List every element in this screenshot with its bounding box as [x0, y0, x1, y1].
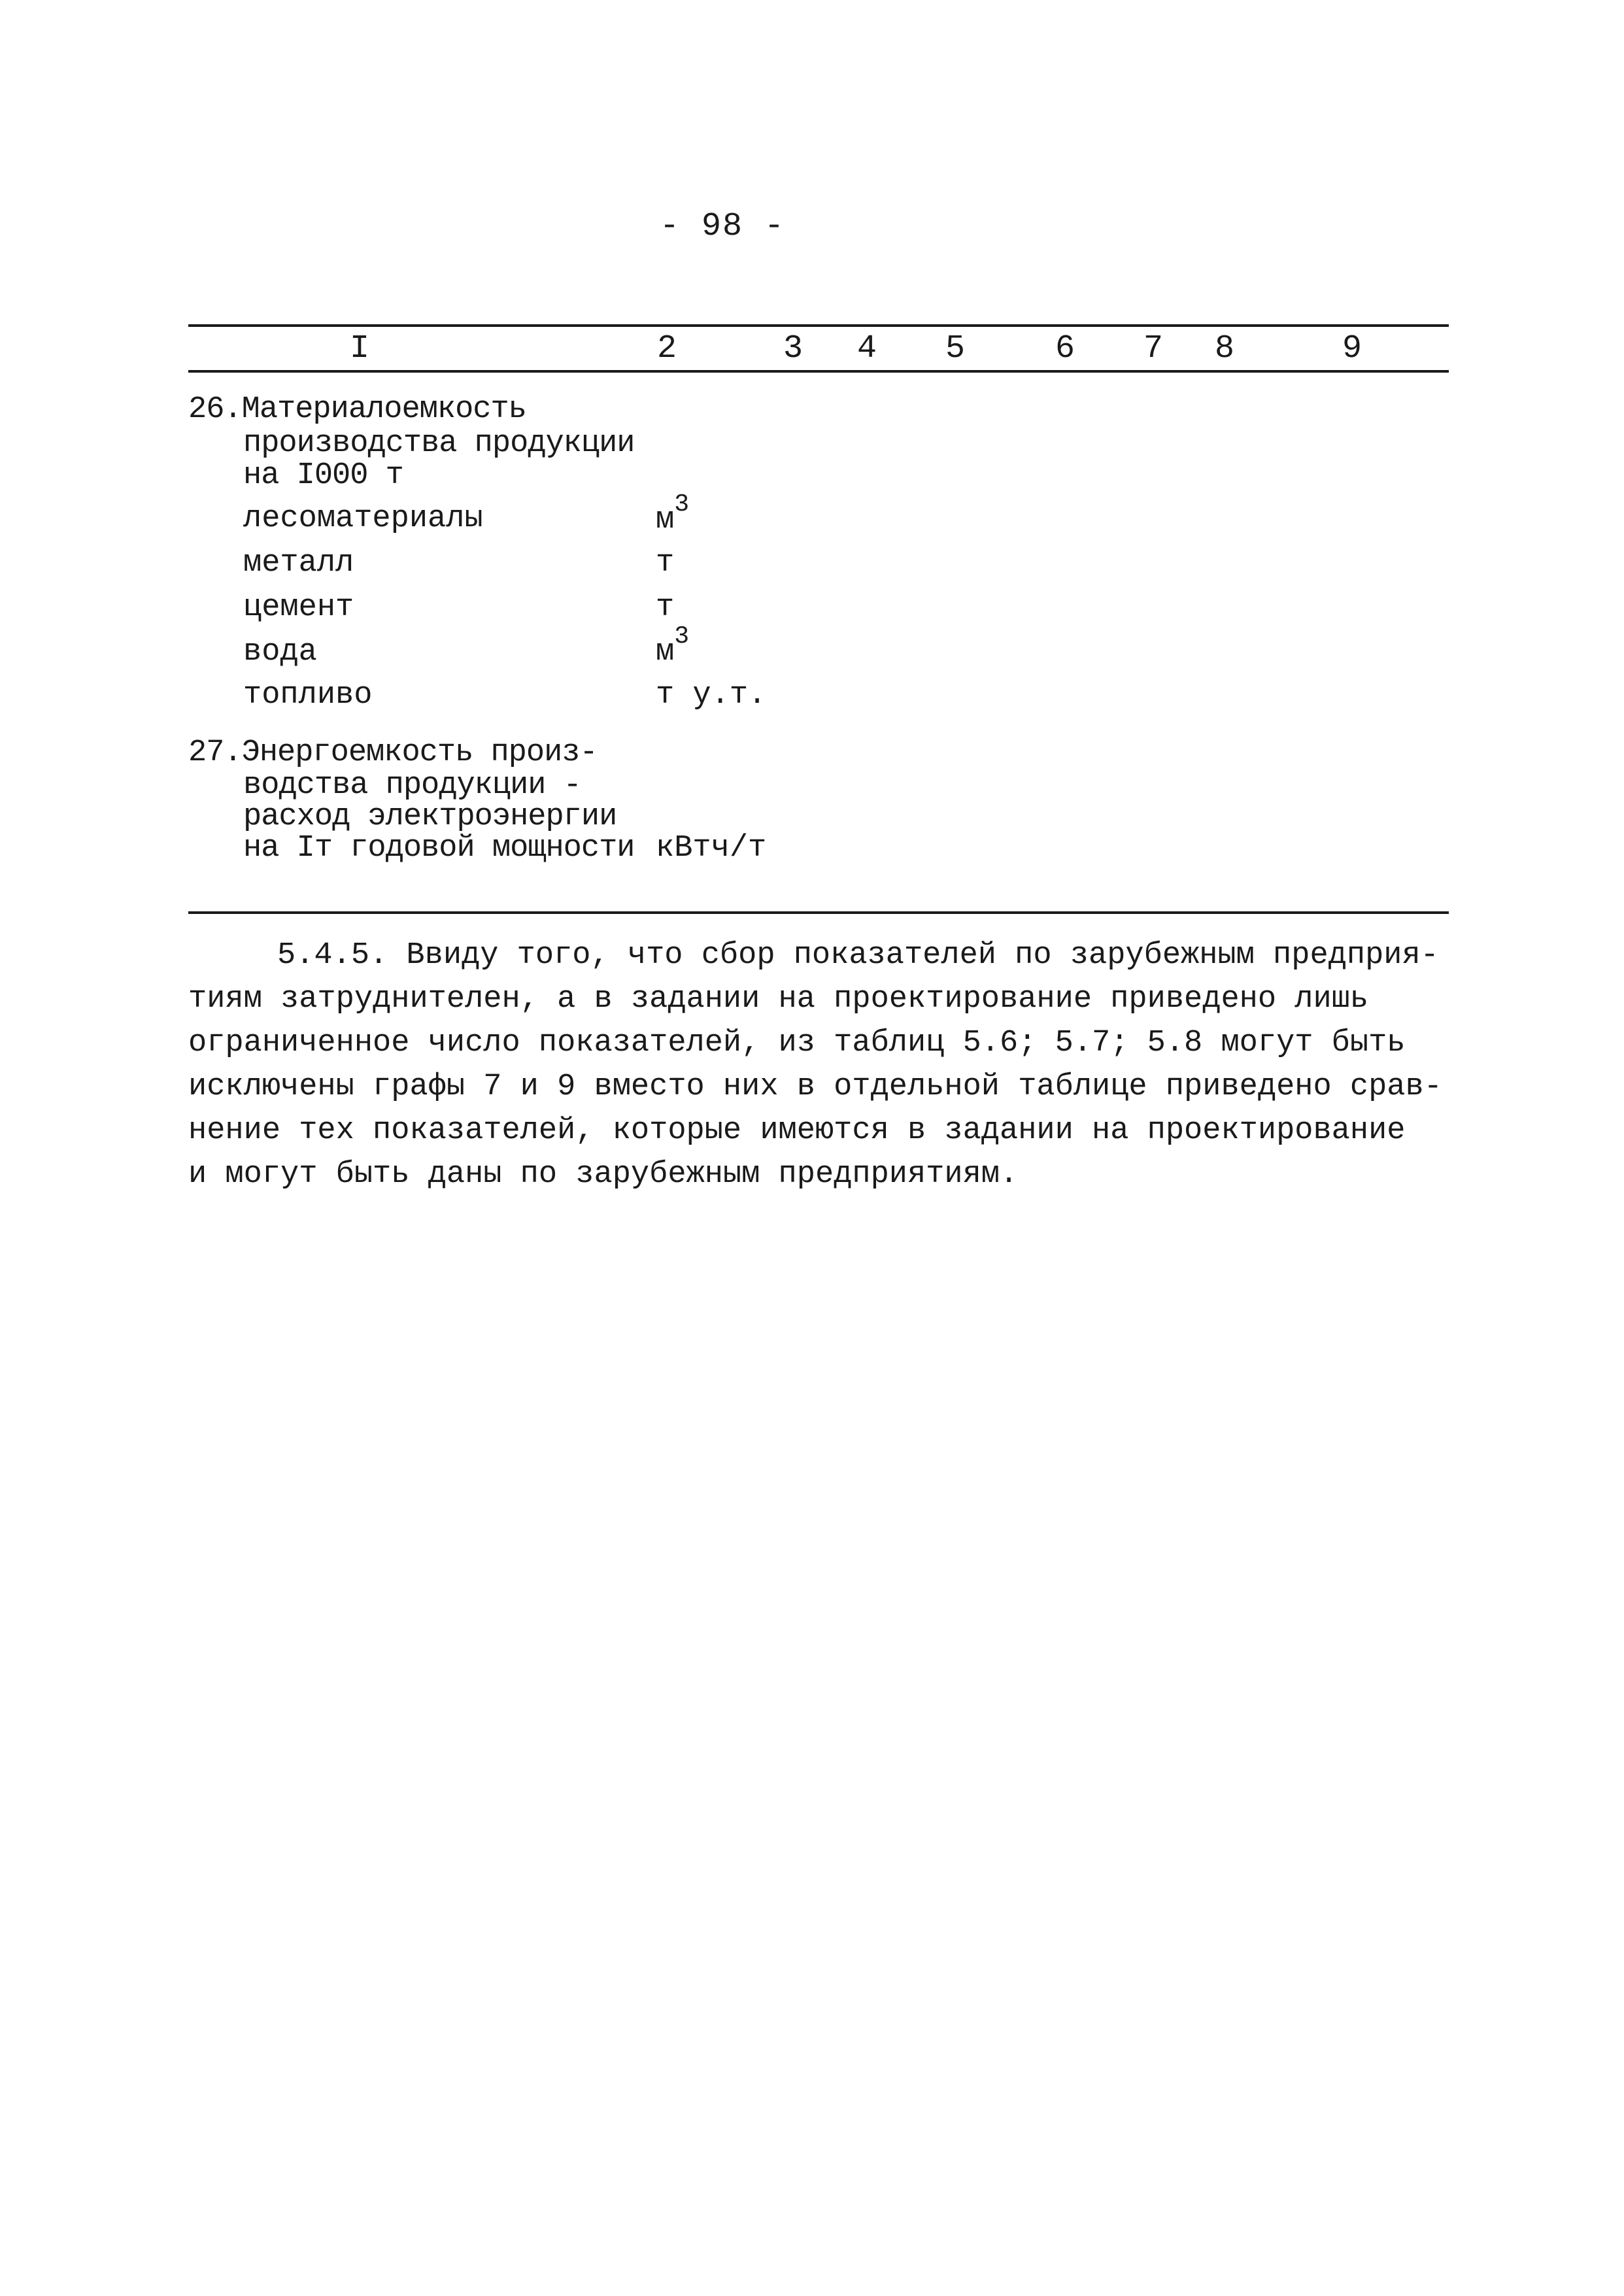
row26-item-unit: т — [656, 546, 675, 581]
row26-title-line-3: на I000 т — [243, 458, 403, 493]
row26-item-unit: т — [656, 590, 675, 625]
table-bottom-rule — [188, 911, 1449, 914]
column-header-4: 4 — [856, 330, 877, 367]
row27-title-line-3: расход электроэнергии — [243, 800, 617, 834]
row26-item-label: металл — [243, 546, 354, 581]
row26-item-label: вода — [243, 635, 317, 669]
column-header-7: 7 — [1143, 330, 1163, 367]
paragraph-line: исключены графы 7 и 9 вместо них в отдельной таблице приведено срав- — [188, 1070, 1442, 1104]
column-header-5: 5 — [945, 330, 965, 367]
row27-title-line-1: 27.Энергоемкость произ- — [188, 735, 598, 770]
page-number: - 98 - — [659, 208, 786, 245]
paragraph-line: ограниченное число показателей, из таблиц 5.6; 5.7; 5.8 могут быть — [188, 1026, 1406, 1060]
table-header-rule — [188, 370, 1449, 373]
row26-title-line-2: производства продукции — [243, 426, 635, 461]
row26-item-label: цемент — [243, 590, 354, 625]
paragraph-line: тиям затруднителен, а в задании на проектирование приведено лишь — [188, 982, 1369, 1017]
column-header-8: 8 — [1214, 330, 1234, 367]
row26-item-label: топливо — [243, 678, 373, 713]
column-header-9: 9 — [1342, 330, 1362, 367]
row27-title-line-4: на Iт годовой мощности — [243, 831, 635, 866]
paragraph-line: 5.4.5. Ввиду того, что сбор показателей по зарубежным предприя- — [277, 938, 1439, 973]
column-header-3: 3 — [783, 330, 803, 367]
table-top-rule — [188, 324, 1449, 327]
column-header-2: 2 — [656, 330, 677, 367]
row27-title-line-2: водства продукции - — [243, 768, 581, 803]
row26-item-unit: $м^3$ — [656, 490, 690, 537]
paragraph-line: и могут быть даны по зарубежным предприятиям. — [188, 1157, 1019, 1192]
row27-unit: кВтч/т — [656, 831, 767, 866]
row26-item-unit: $м^3$ — [656, 622, 690, 669]
row26-item-unit: т у.т. — [656, 678, 767, 713]
column-header-6: 6 — [1055, 330, 1075, 367]
row26-title-line-1: 26.Материалоемкость — [188, 392, 526, 427]
paragraph-5-4-5 — [188, 934, 1457, 1196]
paragraph-line: нение тех показателей, которые имеются в задании на проектирование — [188, 1113, 1406, 1148]
row26-item-label: лесоматериалы — [243, 501, 483, 536]
column-header-1: I — [349, 330, 369, 367]
